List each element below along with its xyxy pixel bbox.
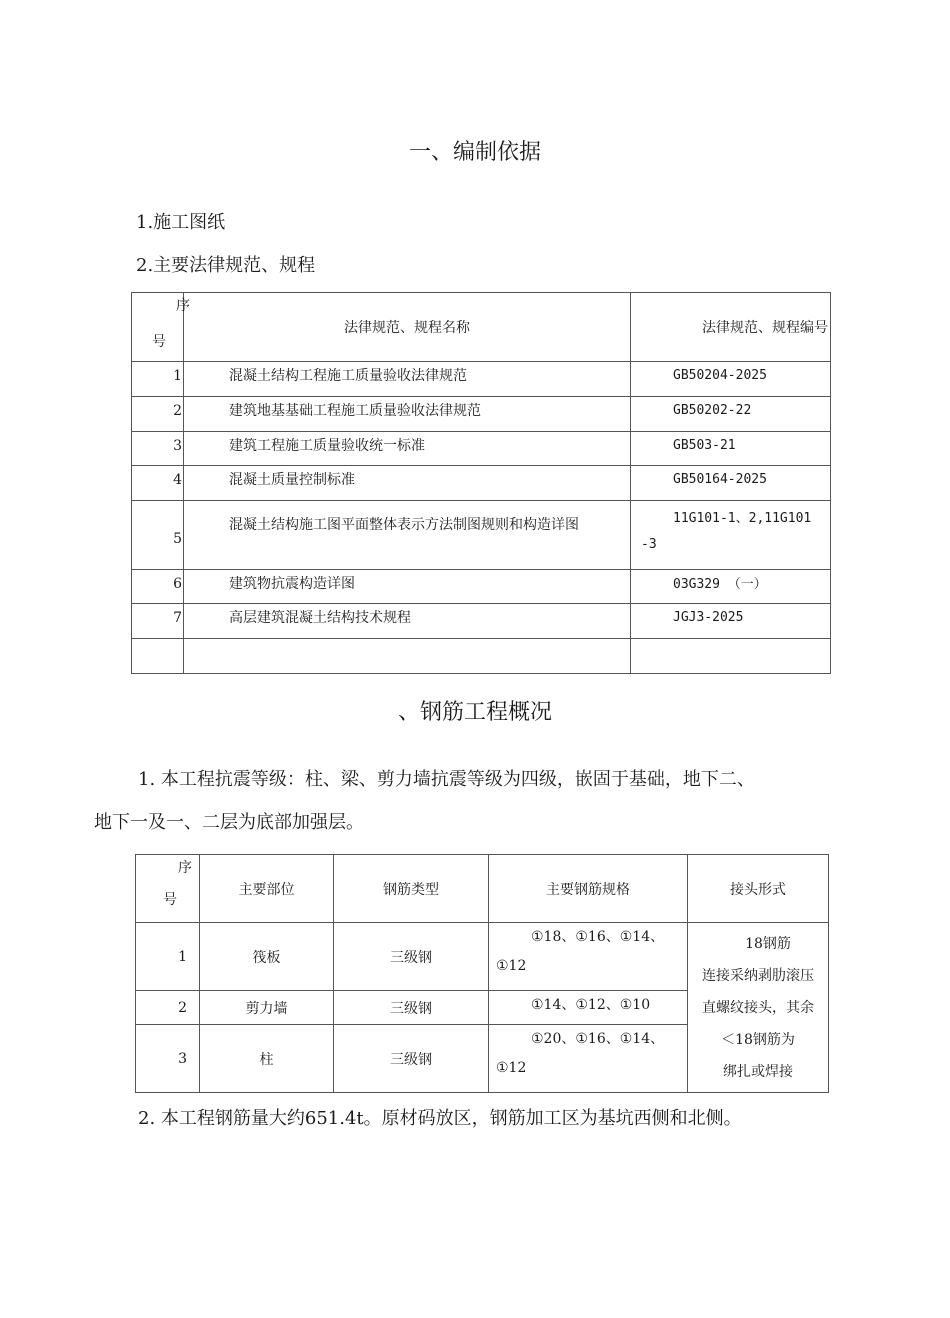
joint-description: 18钢筋 连接采纳剥肋滚压 直螺纹接头，其余 ＜18钢筋为 绑扎或焊接: [688, 923, 829, 1093]
table-row-empty: [132, 639, 831, 674]
table-row: 7 高层建筑混凝土结构技术规程 JGJ3-2025: [132, 604, 831, 639]
header-no: 序 号: [132, 293, 184, 362]
paragraph-seismic-line1: 1. 本工程抗震等级：柱、梁、剪力墙抗震等级为四级，嵌固于基础，地下二、: [138, 769, 755, 790]
table-row: 1 筏板 三级钢 ①18、①16、①14、 ①12 18钢筋 连接采纳剥肋滚压 直螺纹接头，其余 ＜18钢筋为 绑扎或焊接: [136, 923, 829, 991]
table-row: 5 混凝土结构施工图平面整体表示方法制图规则和构造详图 11G101-1、2,11G101 -3: [132, 501, 831, 570]
item-regulations: 2.主要法律规范、规程: [136, 255, 316, 276]
paragraph-seismic-line2: 地下一及一、二层为底部加强层。: [94, 812, 364, 833]
header-spec: 主要钢筋规格: [489, 855, 688, 923]
header-part: 主要部位: [200, 855, 334, 923]
table-row: 3 柱 三级钢 ①20、①16、①14、 ①12: [136, 1025, 829, 1093]
paragraph-rebar-quantity: 2. 本工程钢筋量大约651.4t。原材码放区，钢筋加工区为基坑西侧和北侧。: [138, 1108, 742, 1129]
table-row: 4 混凝土质量控制标准 GB50164-2025: [132, 466, 831, 501]
table-row: 2 建筑地基基础工程施工质量验收法律规范 GB50202-22: [132, 397, 831, 432]
section-title-rebar: 、钢筋工程概况: [397, 700, 552, 725]
item-drawings: 1.施工图纸: [136, 212, 226, 233]
table-header-row: [132, 293, 831, 362]
section-title-basis: 一、编制依据: [408, 140, 541, 165]
header-joint: 接头形式: [688, 855, 829, 923]
regulations-table: [131, 292, 831, 674]
header-type: 钢筋类型: [334, 855, 489, 923]
table-header-row: [136, 855, 829, 923]
header-code: 法律规范、规程编号: [631, 293, 831, 362]
table-row: 3 建筑工程施工质量验收统一标准 GB503-21: [132, 432, 831, 466]
header-no: 序 号: [136, 855, 200, 923]
table-row: 2 剪力墙 三级钢 ①14、①12、①10: [136, 991, 829, 1025]
header-name: 法律规范、规程名称: [184, 293, 631, 362]
table-row: 6 建筑物抗震构造详图 03G329 （一）: [132, 570, 831, 604]
rebar-table: [135, 854, 829, 1093]
table-row: 1 混凝土结构工程施工质量验收法律规范 GB50204-2025: [132, 362, 831, 397]
